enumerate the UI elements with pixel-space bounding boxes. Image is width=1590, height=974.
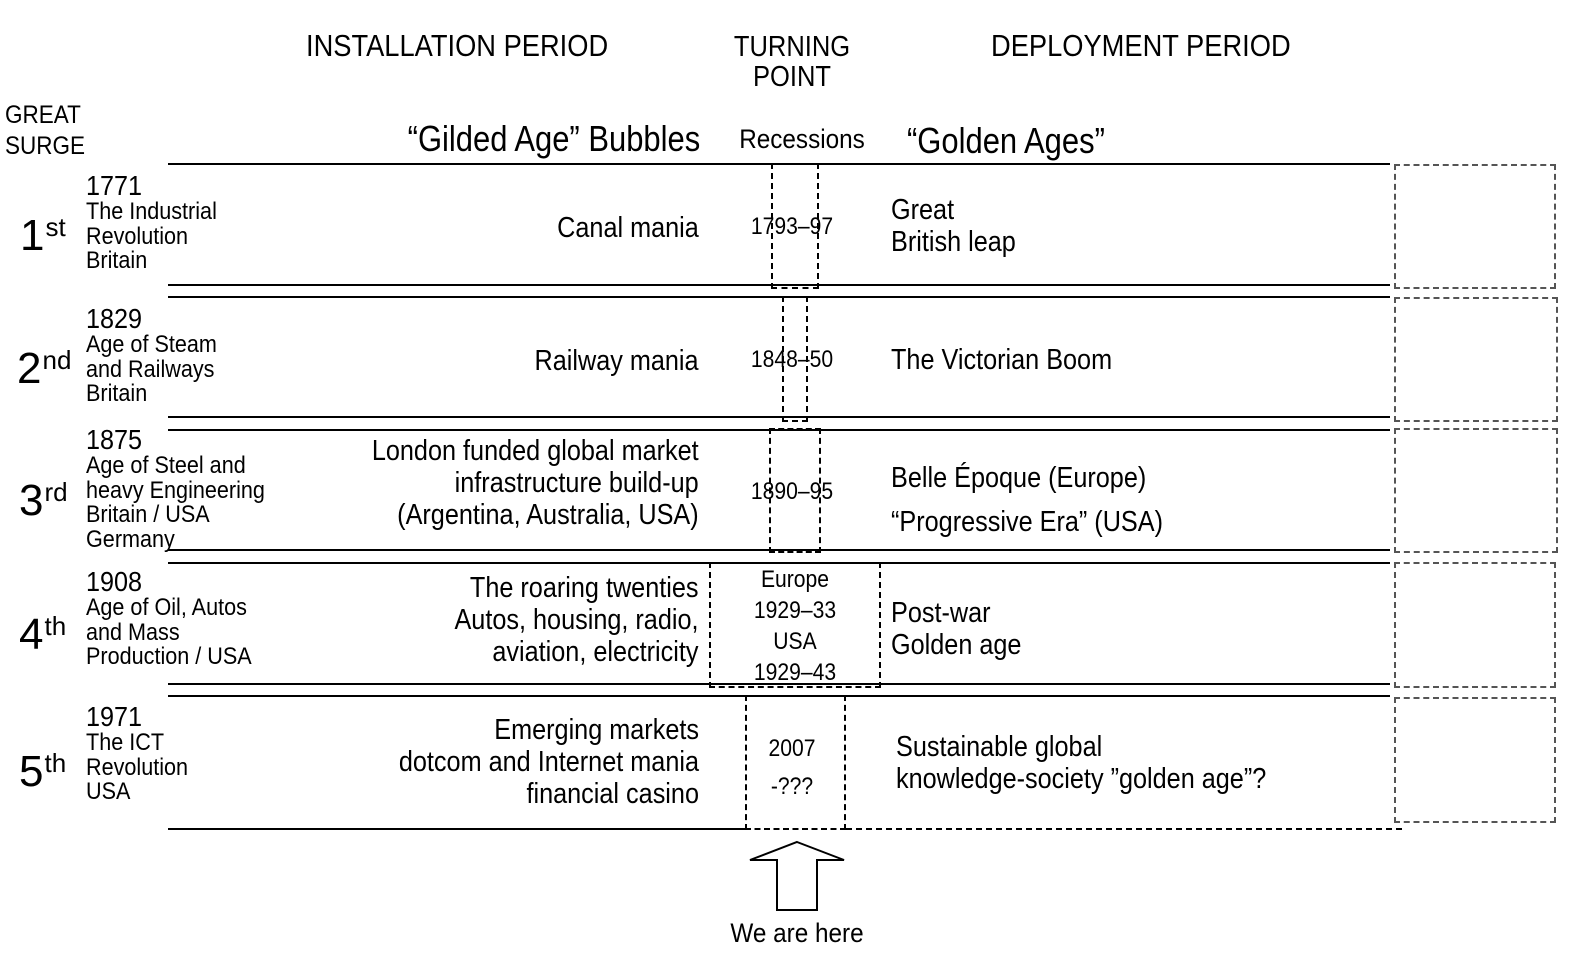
installation-line: The roaring twenties (470, 572, 699, 604)
bubbles-subheader: “Gilded Age” Bubbles (407, 118, 700, 159)
surge-desc-line: heavy Engineering (86, 476, 265, 504)
row-line-dashed (846, 828, 1402, 830)
surge-info (86, 305, 231, 407)
surge-desc-line: The ICT (86, 729, 165, 756)
deployment-text (896, 731, 1266, 795)
surge-info (86, 426, 285, 552)
future-box (1394, 697, 1556, 823)
surge-ordinal: 4th (19, 610, 67, 659)
recession-line: 2007 (768, 735, 816, 762)
future-box (1394, 164, 1556, 289)
installation-line: Emerging markets (494, 714, 699, 746)
recession-text (704, 212, 880, 241)
installation-line: financial casino (526, 778, 699, 810)
surge-desc-line: The Industrial (86, 198, 217, 225)
surge-desc-line: and Railways (86, 355, 215, 383)
surge-year: 1875 (86, 424, 143, 455)
recession-line: Europe (760, 566, 830, 593)
surge-desc-line: Britain (86, 247, 148, 274)
surge-desc-line: Revolution (86, 222, 189, 250)
installation-line: infrastructure build-up (454, 467, 699, 499)
deployment-text (891, 194, 1016, 258)
surge-desc-line: and Mass (86, 618, 180, 646)
installation-line: (Argentina, Australia, USA) (397, 499, 699, 531)
deployment-line: British leap (891, 226, 1016, 258)
surge-year: 1971 (86, 701, 143, 732)
installation-line: Canal mania (557, 212, 699, 244)
installation-text (557, 212, 699, 244)
recession-text (704, 345, 880, 374)
installation-line: Autos, housing, radio, (454, 604, 699, 636)
turning-point-header (704, 32, 880, 92)
surge-ordinal: 2nd (17, 344, 72, 393)
surge-desc-line: Age of Oil, Autos (86, 594, 247, 621)
surge-ordinal: 1st (20, 211, 66, 260)
recession-line: 1848–50 (750, 346, 834, 373)
future-box (1394, 428, 1558, 553)
installation-line: dotcom and Internet mania (398, 746, 699, 778)
deployment-text (891, 344, 1112, 376)
surge-info (86, 172, 231, 274)
surge-desc-line: Germany (86, 525, 175, 553)
recession-line: 1793–97 (750, 213, 834, 240)
recessions-subheader: Recessions (739, 124, 865, 154)
installation-line: Railway mania (534, 345, 699, 377)
installation-line: London funded global market (372, 435, 699, 467)
surge-ordinal: 5th (19, 747, 67, 796)
turning-point-line2: POINT (753, 61, 831, 93)
deployment-text (891, 597, 1021, 661)
deployment-line: Golden age (891, 629, 1022, 661)
recession-text (707, 564, 883, 688)
recession-text (704, 730, 880, 806)
recession-line: USA (773, 628, 817, 655)
deployment-line: The Victorian Boom (891, 344, 1113, 376)
up-arrow-icon (746, 840, 848, 912)
installation-text (399, 714, 699, 810)
installation-text (535, 345, 699, 377)
recession-text (704, 477, 880, 506)
great-surge-header (5, 100, 85, 162)
surge-desc-line: Age of Steel and (86, 452, 246, 479)
recession-line: -??? (770, 773, 814, 800)
surge-info (86, 703, 199, 805)
deployment-period-header: DEPLOYMENT PERIOD (991, 28, 1291, 63)
row-line (168, 828, 746, 830)
installation-period-header: INSTALLATION PERIOD (306, 28, 609, 63)
surge-desc-line: Production / USA (86, 643, 252, 670)
great-surge-line1: GREAT (5, 101, 81, 129)
row-line (168, 296, 1390, 298)
installation-line: aviation, electricity (492, 636, 699, 668)
golden-ages-subheader: “Golden Ages” (907, 120, 1105, 161)
deployment-line: Belle Époque (Europe) (891, 462, 1147, 494)
great-surge-line2: SURGE (5, 132, 86, 160)
installation-text (372, 435, 699, 531)
surge-desc-line: Age of Steam (86, 331, 217, 358)
recession-line: 1890–95 (750, 478, 834, 505)
surge-info (86, 568, 270, 670)
deployment-line: Sustainable global (896, 731, 1103, 763)
we-are-here-label: We are here (730, 918, 864, 948)
future-box (1394, 562, 1556, 688)
row-line (168, 416, 1390, 418)
surge-year: 1908 (86, 566, 143, 597)
surge-desc-line: Revolution (86, 753, 189, 781)
deployment-line: Post-war (891, 597, 991, 629)
recession-line: 1929–43 (753, 659, 837, 686)
deployment-line: “Progressive Era” (USA) (891, 506, 1163, 538)
surge-year: 1771 (86, 170, 143, 201)
deployment-text (891, 456, 1163, 544)
surge-ordinal: 3rd (19, 476, 68, 525)
future-box (1394, 297, 1558, 422)
surge-desc-line: USA (86, 778, 131, 805)
surge-desc-line: Britain (86, 380, 148, 407)
deployment-line: Great (891, 194, 955, 226)
turning-point-line1: TURNING (733, 31, 851, 63)
surge-desc-line: Britain / USA (86, 501, 210, 528)
surge-year: 1829 (86, 303, 143, 334)
installation-text (455, 572, 699, 668)
recession-line: 1929–33 (753, 597, 837, 624)
deployment-line: knowledge-society ”golden age”? (896, 763, 1267, 795)
